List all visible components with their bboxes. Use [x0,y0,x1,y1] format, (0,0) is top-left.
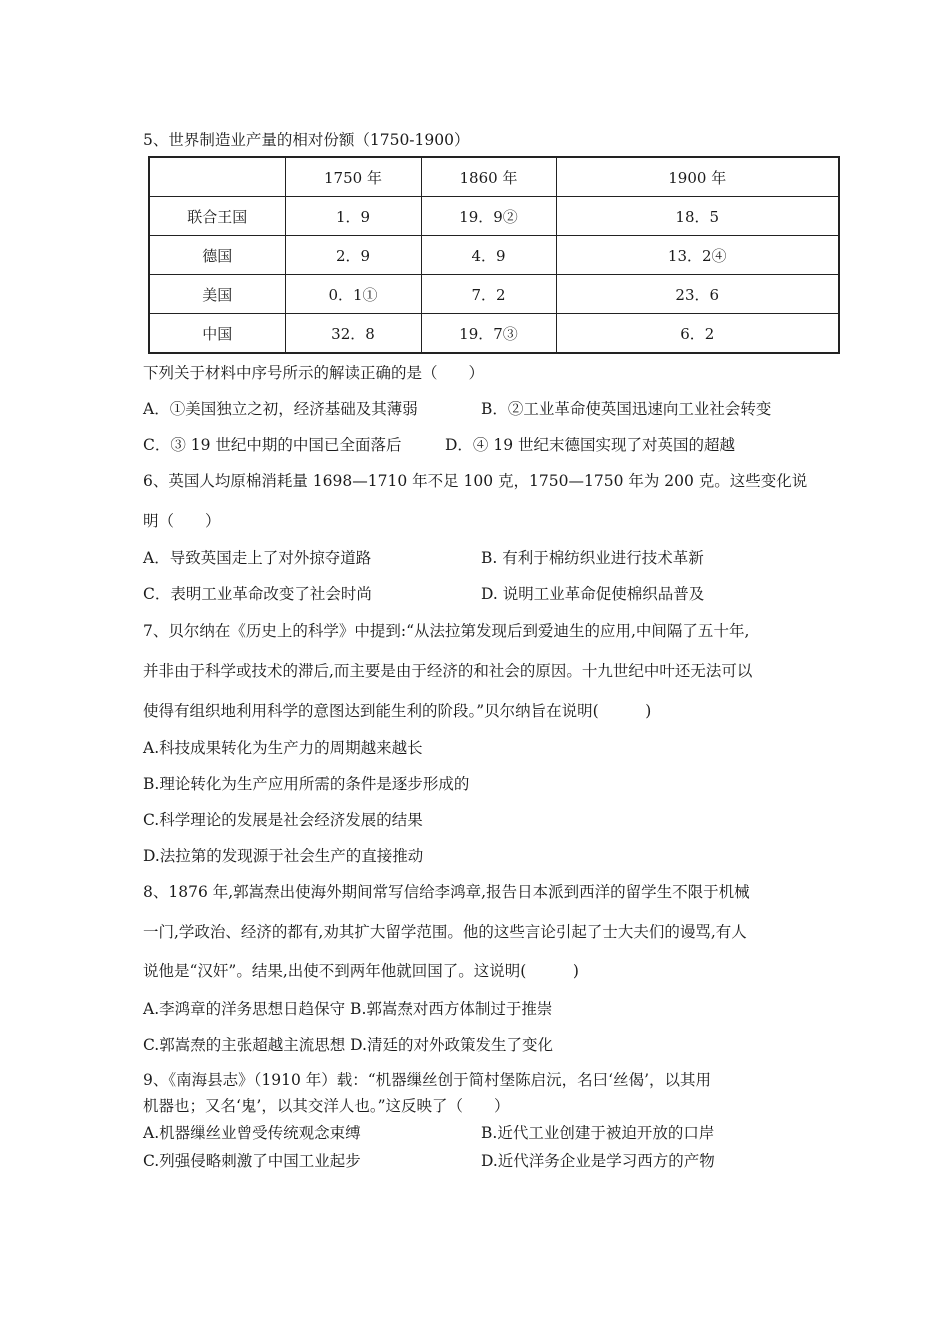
table-cell: 23．6 [556,275,839,314]
q6-line-2: 明（ ） [143,512,221,530]
q5-title: 5、世界制造业产量的相对份额（1750-1900） [143,131,470,149]
table-header-row [149,157,839,197]
q5-option-d[interactable]: D．④ 19 世纪末德国实现了对英国的超越 [445,436,736,454]
table-row-label: 中国 [149,314,285,354]
q8-options-ab[interactable]: A.李鸿章的洋务思想日趋保守 B.郭嵩焘对西方体制过于推崇 [143,1000,553,1018]
table-corner-cell [149,157,285,197]
q8-line-2: 一门,学政治、经济的都有,劝其扩大留学范围。他的这些言论引起了士大夫们的谩骂,有人 [143,923,747,941]
q5-stem: 下列关于材料中序号所示的解读正确的是（ ） [143,364,485,382]
table-header-cell: 1860 年 [421,157,556,197]
q7-option-a[interactable]: A.科技成果转化为生产力的周期越来越长 [143,739,423,757]
q6-option-a[interactable]: A．导致英国走上了对外掠夺道路 [143,549,372,567]
table-cell: 6．2 [556,314,839,354]
q7-option-b[interactable]: B.理论转化为生产应用所需的条件是逐步形成的 [143,775,470,793]
q6-option-d[interactable]: D. 说明工业革命促使棉织品普及 [481,585,705,603]
table-cell: 7．2 [421,275,556,314]
q6-line-1: 6、英国人均原棉消耗量 1698—1710 年不足 100 克，1750—1750 年为 200 克。这些变化说 [143,472,808,490]
q8-options-cd[interactable]: C.郭嵩焘的主张超越主流思想 D.清廷的对外政策发生了变化 [143,1036,553,1054]
q7-line-1: 7、贝尔纳在《历史上的科学》中提到:“从法拉第发现后到爱迪生的应用,中间隔了五十年, [143,622,750,640]
table-row [149,314,839,354]
table-cell: 19．9② [421,197,556,236]
q9-line-1: 9、《南海县志》（1910 年）载：“机器缫丝创于简村堡陈启沅，名曰‘丝偈’，以其用 [143,1071,712,1089]
q8-line-3: 说他是“汉奸”。结果,出使不到两年他就回国了。这说明( ) [143,962,579,980]
q5-option-b[interactable]: B．②工业革命使英国迅速向工业社会转变 [481,400,772,418]
q9-line-2: 机器也；又名‘鬼’，以其交洋人也。”这反映了（ ） [143,1097,510,1115]
table-row [149,275,839,314]
q7-option-c[interactable]: C.科学理论的发展是社会经济发展的结果 [143,811,423,829]
q7-line-3: 使得有组织地利用科学的意图达到能生利的阶段。”贝尔纳旨在说明( ) [143,702,652,720]
table-cell: 1．9 [285,197,421,236]
q8-line-1: 8、1876 年,郭嵩焘出使海外期间常写信给李鸿章,报告日本派到西洋的留学生不限于机械 [143,883,750,901]
table-row [149,236,839,275]
manufacturing-share-table [148,156,840,354]
table-row-label: 联合王国 [149,197,285,236]
table-cell: 4．9 [421,236,556,275]
table-header-cell: 1750 年 [285,157,421,197]
table-cell: 2．9 [285,236,421,275]
table-row-label: 德国 [149,236,285,275]
q6-option-b[interactable]: B. 有利于棉纺织业进行技术革新 [481,549,704,567]
q9-option-c[interactable]: C.列强侵略刺激了中国工业起步 [143,1152,361,1170]
table-cell: 19．7③ [421,314,556,354]
q6-option-c[interactable]: C．表明工业革命改变了社会时尚 [143,585,372,603]
q5-option-c[interactable]: C．③ 19 世纪中期的中国已全面落后 [143,436,402,454]
table-cell: 13．2④ [556,236,839,275]
table-row [149,197,839,236]
table-cell: 0．1① [285,275,421,314]
q9-option-d[interactable]: D.近代洋务企业是学习西方的产物 [481,1152,715,1170]
table-row-label: 美国 [149,275,285,314]
q7-option-d[interactable]: D.法拉第的发现源于社会生产的直接推动 [143,847,424,865]
q5-option-a[interactable]: A．①美国独立之初，经济基础及其薄弱 [143,400,418,418]
q9-option-a[interactable]: A.机器缫丝业曾受传统观念束缚 [143,1124,361,1142]
table-header-cell: 1900 年 [556,157,839,197]
q9-option-b[interactable]: B.近代工业创建于被迫开放的口岸 [481,1124,715,1142]
table-cell: 18．5 [556,197,839,236]
q7-line-2: 并非由于科学或技术的滞后,而主要是由于经济的和社会的原因。十九世纪中叶还无法可以 [143,662,753,680]
table-cell: 32．8 [285,314,421,354]
